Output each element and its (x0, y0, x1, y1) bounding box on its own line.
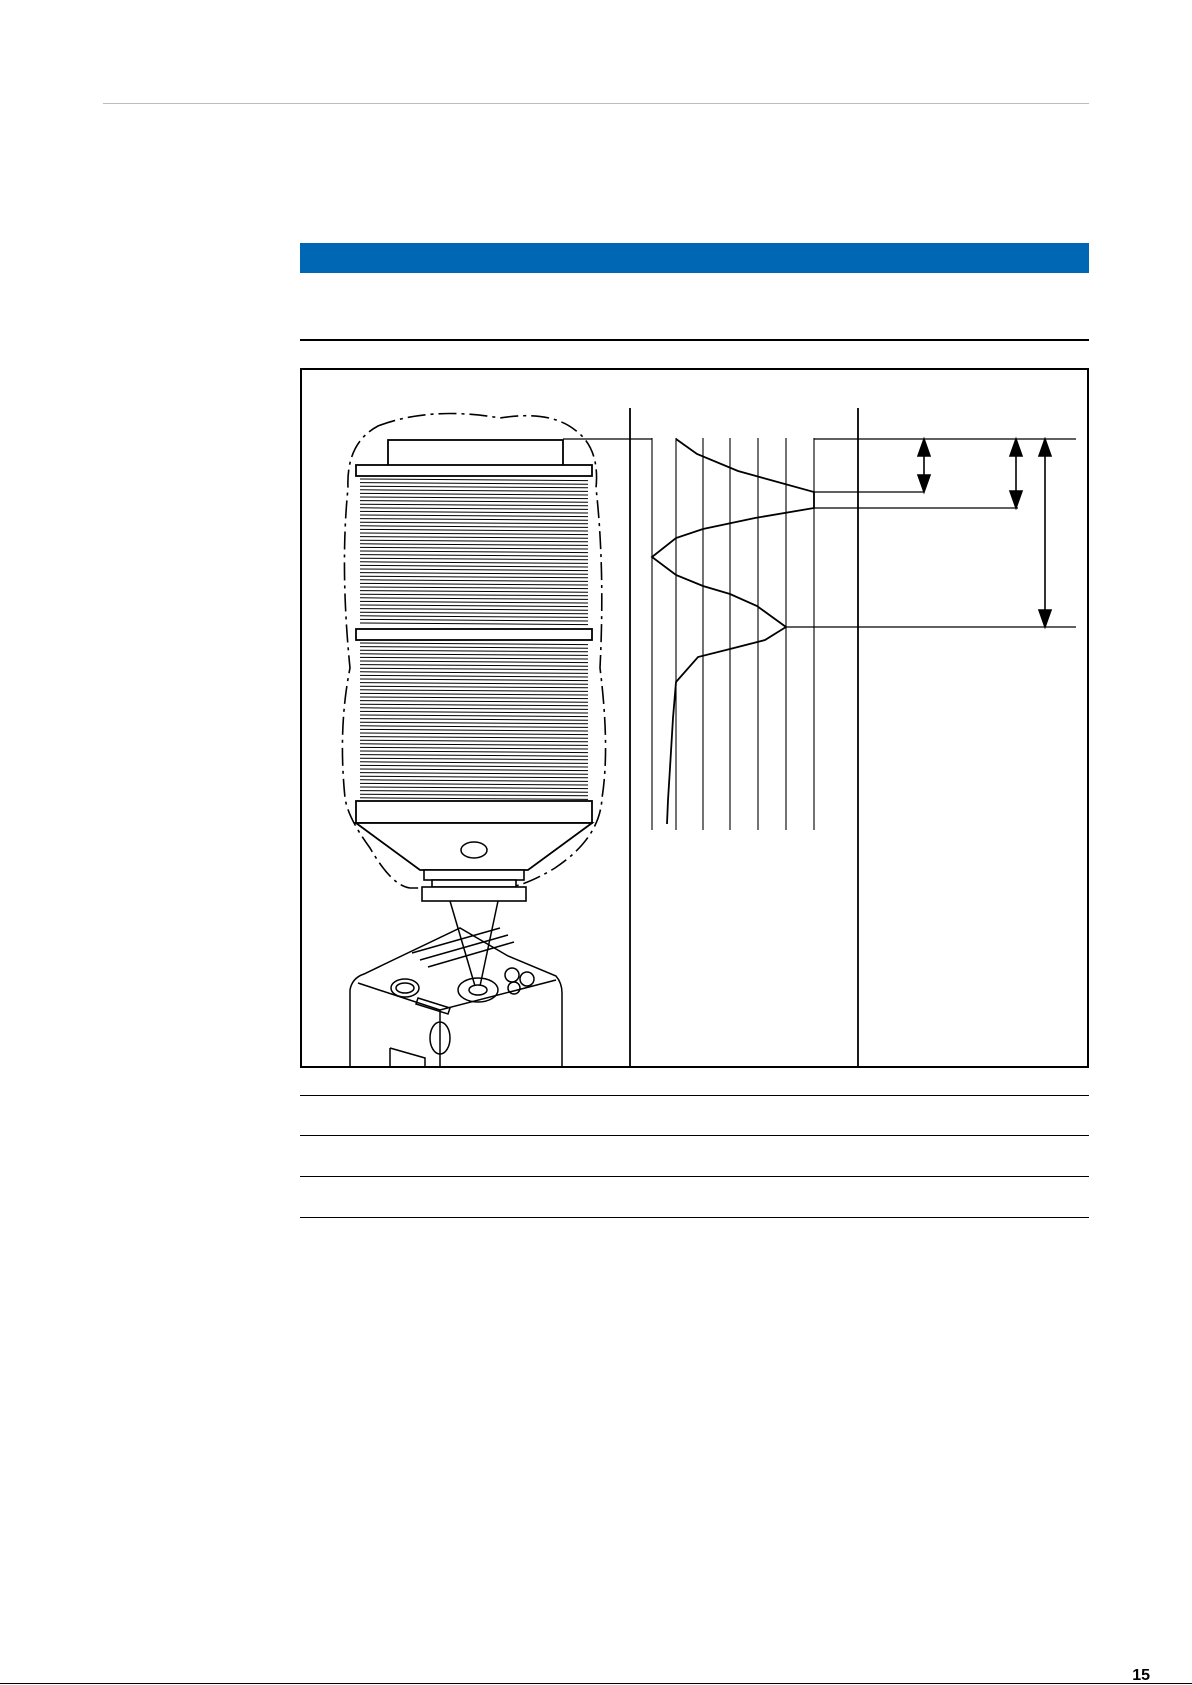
winding-line (360, 616, 588, 618)
machine-spool-seat (458, 978, 498, 1002)
winding-line (360, 609, 588, 611)
winding-line (360, 490, 588, 492)
winding-line (360, 565, 588, 567)
section-rule (300, 339, 1089, 341)
machine-handle (416, 998, 450, 1014)
winding-line (360, 665, 588, 667)
winding-line (360, 773, 588, 775)
machine-body (350, 928, 562, 1067)
winding-line (360, 704, 588, 706)
figure-drawing (300, 368, 1089, 1068)
winding-line (360, 612, 588, 614)
winding-line (360, 758, 588, 760)
top-flange (356, 465, 592, 476)
winding-line (360, 794, 588, 796)
winding-line (360, 544, 588, 546)
winding-line (360, 765, 588, 767)
winding-line (360, 737, 588, 739)
winding-line (360, 643, 588, 645)
winding-line (360, 537, 588, 539)
winding-line (360, 751, 588, 753)
pointer-left (450, 901, 475, 986)
winding-line (360, 533, 588, 535)
section-title-bar (300, 243, 1089, 273)
winding-line (360, 693, 588, 695)
winding-line (360, 601, 588, 603)
winding-line (360, 647, 588, 649)
winding-line (360, 519, 588, 521)
dimension-arrow-2 (1010, 439, 1022, 508)
winding-line (360, 483, 588, 485)
machine-rails (412, 928, 514, 967)
winding-line (360, 591, 588, 593)
machine-knob-3 (508, 982, 520, 994)
machine (350, 901, 562, 1067)
winding-line (360, 783, 588, 785)
winding-line (360, 594, 588, 596)
hub-ring-3 (422, 887, 526, 901)
winding-line (360, 558, 588, 560)
dimension-arrow-1 (918, 439, 930, 492)
winding-line (360, 657, 588, 659)
winding-line (360, 540, 588, 542)
winding-line (360, 555, 588, 557)
winding-line (360, 576, 588, 578)
footer-rule (0, 1683, 1192, 1684)
machine-fill-cap-inner (396, 983, 414, 993)
winding-line (360, 791, 588, 793)
machine-knob-2 (520, 972, 534, 986)
winding-line (360, 497, 588, 499)
winding-line (360, 508, 588, 510)
winding-line (360, 650, 588, 652)
winding-line (360, 583, 588, 585)
profile-grid (652, 438, 814, 830)
reference-lines (786, 439, 1076, 627)
winding-line (360, 654, 588, 656)
winding-line (360, 798, 588, 800)
winding-line (360, 722, 588, 724)
hub-ring-1 (424, 870, 524, 880)
winding-line (360, 744, 588, 746)
winding-line (360, 679, 588, 681)
winding-line (360, 598, 588, 600)
page-number: 15 (1132, 1667, 1150, 1684)
machine-top-front (358, 980, 556, 1010)
hub-ring-2 (432, 880, 516, 887)
winding-line (360, 675, 588, 677)
table-rule-1 (300, 1095, 1089, 1096)
winding-line (360, 511, 588, 513)
technical-figure (300, 368, 1089, 1068)
winding-line (360, 726, 588, 728)
winding-line (360, 551, 588, 553)
winding-line (360, 769, 588, 771)
winding-line (360, 711, 588, 713)
winding-line (360, 672, 588, 674)
winding-line (360, 780, 588, 782)
winding-line (360, 501, 588, 503)
cone-base (356, 823, 592, 870)
winding-line (360, 719, 588, 721)
winding-line (360, 526, 588, 528)
middle-flange (356, 629, 592, 640)
winding-line (360, 504, 588, 506)
winding-line (360, 733, 588, 735)
machine-spool-seat-inner (469, 985, 487, 995)
winding-line (360, 701, 588, 703)
winding-line (360, 686, 588, 688)
dimension-arrows (918, 439, 1051, 627)
winding-line (360, 747, 588, 749)
machine-knob-1 (505, 968, 519, 982)
winding-line (360, 661, 588, 663)
winding-line (360, 729, 588, 731)
winding-line (360, 787, 588, 789)
winding-line (360, 486, 588, 488)
winding-line (360, 619, 588, 621)
header-rule (103, 103, 1089, 104)
table-rule-3 (300, 1176, 1089, 1177)
winding-line (360, 668, 588, 670)
winding-line (360, 715, 588, 717)
winding-line (360, 740, 588, 742)
winding-line (360, 515, 588, 517)
top-cap (388, 440, 563, 467)
winding-line (360, 587, 588, 589)
winding-line (360, 580, 588, 582)
winding-line (360, 573, 588, 575)
winding-line (360, 522, 588, 524)
winding-line (360, 623, 588, 625)
bottom-flange (356, 801, 592, 823)
winding-line (360, 569, 588, 571)
winding-line (360, 683, 588, 685)
machine-fill-cap (391, 979, 419, 997)
winding-line (360, 776, 588, 778)
winding-line (360, 547, 588, 549)
table-rule-2 (300, 1135, 1089, 1136)
winding-line (360, 755, 588, 757)
winding-line (360, 697, 588, 699)
winding-line (360, 562, 588, 564)
pointer-right (480, 901, 498, 986)
winding-line (360, 708, 588, 710)
winding-line (360, 605, 588, 607)
winding-line (360, 493, 588, 495)
machine-window (390, 1048, 425, 1067)
dimension-arrow-3 (1039, 439, 1051, 627)
winding-line (360, 479, 588, 481)
winding-line (360, 529, 588, 531)
winding-line (360, 690, 588, 692)
table-rule-4 (300, 1217, 1089, 1218)
winding-line (360, 762, 588, 764)
